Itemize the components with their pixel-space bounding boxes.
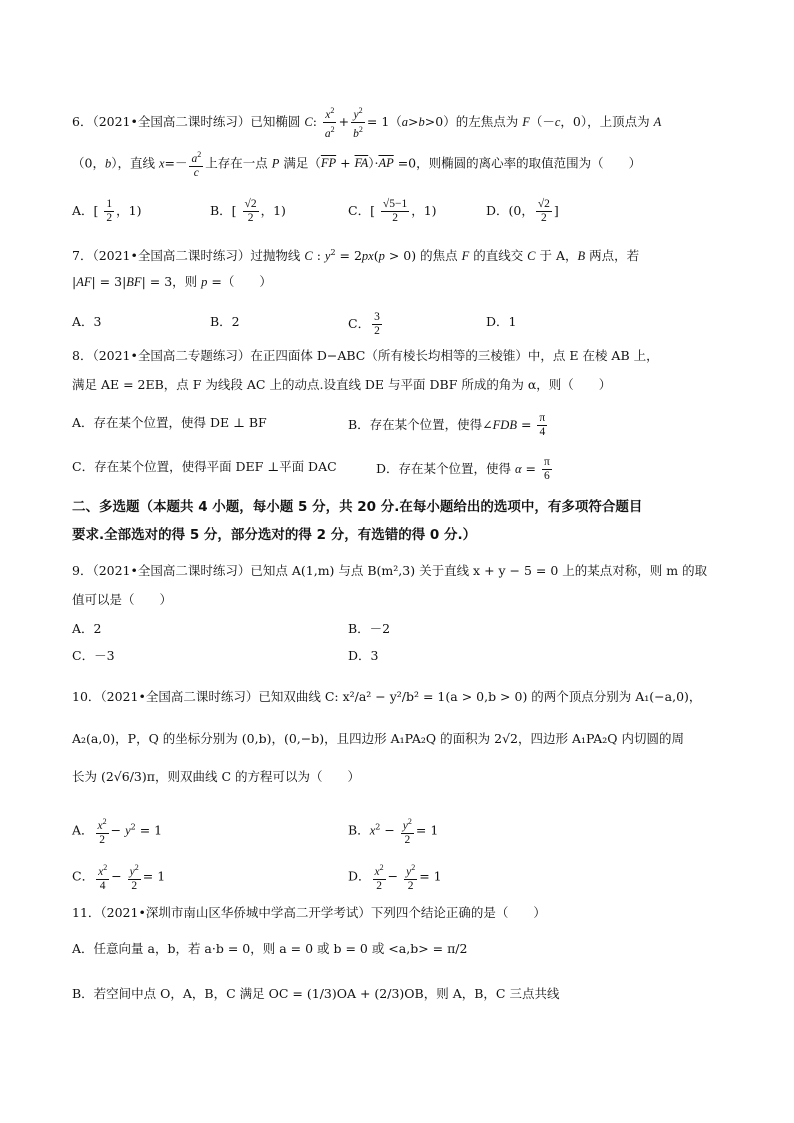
q10-option-b[interactable]: B．$x^2$ − $\frac{y^2}{2}$ = 1 [348,817,439,846]
q10-option-a[interactable]: A． $\frac{x^2}{2}$ − $y^2 = 1$ [72,817,163,846]
q6-option-a[interactable]: A．[ $\frac{1}{2}$ ，1) [72,198,142,224]
q9-option-d[interactable]: D．3 [348,648,379,663]
q8-option-b[interactable]: B．存在某个位置，使得∠FDB = $\frac{\pi}{4}$ [348,412,546,438]
q7-option-b[interactable]: B．2 [210,314,240,329]
question-7-stem: 7．（2021•全国高二课时练习）过抛物线 C : $y^2 = 2px(p > 0)$ 的焦点 F 的直线交 C 于 A，B 两点，若 [72,248,640,264]
question-11-stem: 11．（2021•深圳市南山区华侨城中学高二开学考试）下列四个结论正确的是（ ） [72,905,546,920]
q9-option-b[interactable]: B．－2 [348,621,391,636]
question-6-stem-cont: （0，b），直线 x=－ $\frac{a^2}{c}$ 上存在一点 P 满足$(\overline{FP} + \overline{FA})\cdot\overline{AP} =0$，则椭圆的离心率的取值范围为（ ） [72,150,642,179]
section-2-header: 二、多选题（本题共 4 小题，每小题 5 分，共 20 分.在每小题给出的选项中，有多项符合题目 [72,499,643,515]
question-9-stem: 9．（2021•全国高二课时练习）已知点 A(1,m) 与点 B(m²,3) 关于直线 x + y − 5 = 0 上的某点对称，则 m 的取 [72,563,708,578]
question-8-stem: 8．（2021•全国高二专题练习）在正四面体 D−ABC（所有棱长均相等的三棱锥）中，点 E 在棱 AB 上， [72,348,659,363]
q9-option-c[interactable]: C．－3 [72,648,115,663]
q11-option-b[interactable]: B．若空间中点 O，A，B，C 满足 OC = (1/3)OA + (2/3)OB，则 A，B，C 三点共线 [72,986,560,1001]
q7-option-d[interactable]: D．1 [486,314,517,329]
q7-option-c[interactable]: C． $\frac{3}{2}$ [348,311,380,337]
q10-option-d[interactable]: D． $\frac{x^2}{2}$ − $\frac{y^2}{2}$ = 1 [348,863,442,892]
q8-option-c[interactable]: C．存在某个位置，使得平面 DEF ⊥平面 DAC [72,459,337,474]
question-10-stem-cont: A₂(a,0)，P，Q 的坐标分别为 (0,b)，(0,−b)，且四边形 A₁PA₂Q 的面积为 2√2，四边形 A₁PA₂Q 内切圆的周 [72,731,685,746]
question-10-stem: 10．（2021•全国高二课时练习）已知双曲线 C: x²/a² − y²/b² = 1(a > 0,b > 0) 的两个顶点分别为 A₁(−a,0)， [72,689,702,704]
question-7-stem-cont: |AF| = 3|BF| = 3，则 p =（ ） [72,274,272,289]
question-9-stem-cont: 值可以是（ ） [72,592,173,607]
q6-option-d[interactable]: D．(0， $\frac{√2}{2}$ ] [486,198,559,224]
section-2-header-cont: 要求.全部选对的得 5 分，部分选对的得 2 分，有选错的得 0 分.） [72,527,477,543]
q8-option-d[interactable]: D．存在某个位置，使得 α = $\frac{\pi}{6}$ [376,456,550,482]
q8-option-a[interactable]: A．存在某个位置，使得 DE ⊥ BF [72,415,267,430]
question-8-stem-cont: 满足 AE = 2EB，点 F 为线段 AC 上的动点.设直线 DE 与平面 DBF 所成的角为 α，则（ ） [72,377,612,392]
q6-option-c[interactable]: C．[ $\frac{√5-1}{2}$ ，1) [348,198,437,224]
q10-option-c[interactable]: C． $\frac{x^2}{4}$ − $\frac{y^2}{2}$ = 1 [72,863,166,892]
question-10-stem-cont2: 长为 (2√6/3)π，则双曲线 C 的方程可以为（ ） [72,769,360,784]
q11-option-a[interactable]: A．任意向量 a，b，若 a·b = 0，则 a = 0 或 b = 0 或 <a,b> = π/2 [72,941,468,956]
q9-option-a[interactable]: A．2 [72,621,102,636]
q7-option-a[interactable]: A．3 [72,314,102,329]
question-6-stem: 6．（2021•全国高二课时练习）已知椭圆 C: $\frac{x^2}{a^2}$ + $\frac{y^2}{b^2}$ = 1（a>b>0）的左焦点为 F（－c，0），上顶点为 A [72,106,662,140]
q6-option-b[interactable]: B．[ $\frac{√2}{2}$ ，1) [210,198,286,224]
